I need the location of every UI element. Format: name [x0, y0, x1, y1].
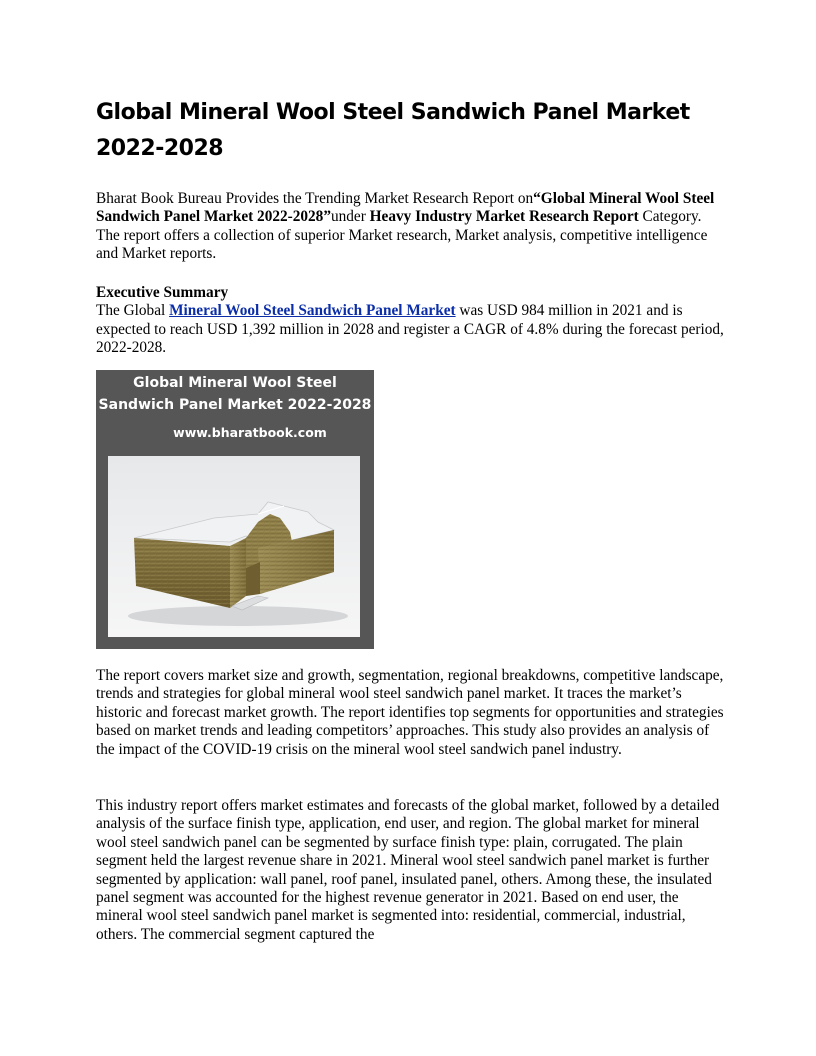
segments-paragraph: This industry report offers market estimates and forecasts of the global market, followed by a detailed analysis of the surface finish type, application, end user, and region. The global market for mineral wool steel sandwich panel can be segmented by surface finish type: plain, corrugated. The plain segment held the largest revenue share in 2021. Mineral wool steel sandwich panel market is further segmented by application: wall panel, roof panel, insulated panel, others. Among these, the insulated panel segment was accounted for the highest revenue generator in 2021. Based on end user, the mineral wool steel sandwich panel market is segmented into: residential, commercial, industrial, others. The commercial segment captured the: [96, 797, 720, 943]
intro-category: Heavy Industry Market Research Report: [369, 208, 639, 226]
sandwich-panel-photo: [108, 456, 360, 637]
intro-paragraph: [96, 190, 724, 264]
report-cover-image: [96, 370, 374, 649]
intro-under: under: [330, 208, 370, 226]
intro-lead: Bharat Book Bureau Provides the Trending Market Research Report on: [96, 190, 534, 207]
cover-url: www.bharatbook.com: [173, 425, 327, 440]
intro-report-name: “Global Mineral Wool Steel Sandwich Panel Market 2022-2028”: [96, 190, 715, 226]
executive-summary-lead: The Global: [96, 302, 170, 320]
intro-rest: Category. The report offers a collection of superior Market research, Market analysis, competitive intelligence and Market reports.: [96, 208, 708, 263]
market-report-link[interactable]: Mineral Wool Steel Sandwich Panel Market: [169, 302, 456, 320]
cover-title: Global Mineral Wool Steel Sandwich Panel Market 2022-2028: [98, 375, 372, 413]
executive-summary: [96, 284, 724, 358]
executive-summary-heading: Executive Summary: [96, 284, 229, 301]
page-title: Global Mineral Wool Steel Sandwich Panel Market 2022-2028: [96, 100, 690, 161]
executive-summary-rest: was USD 984 million in 2021 and is expected to reach USD 1,392 million in 2028 and register a CAGR of 4.8% during the forecast period, 2022-2028.: [96, 302, 724, 357]
coverage-paragraph: The report covers market size and growth, segmentation, regional breakdowns, competitive landscape, trends and strategies for global mineral wool steel sandwich panel market. It traces the market’s historic and forecast market growth. The report identifies top segments for opportunities and strategies based on market trends and leading competitors’ approaches. This study also provides an analysis of the impact of the COVID-19 crisis on the mineral wool steel sandwich panel industry.: [96, 667, 724, 758]
